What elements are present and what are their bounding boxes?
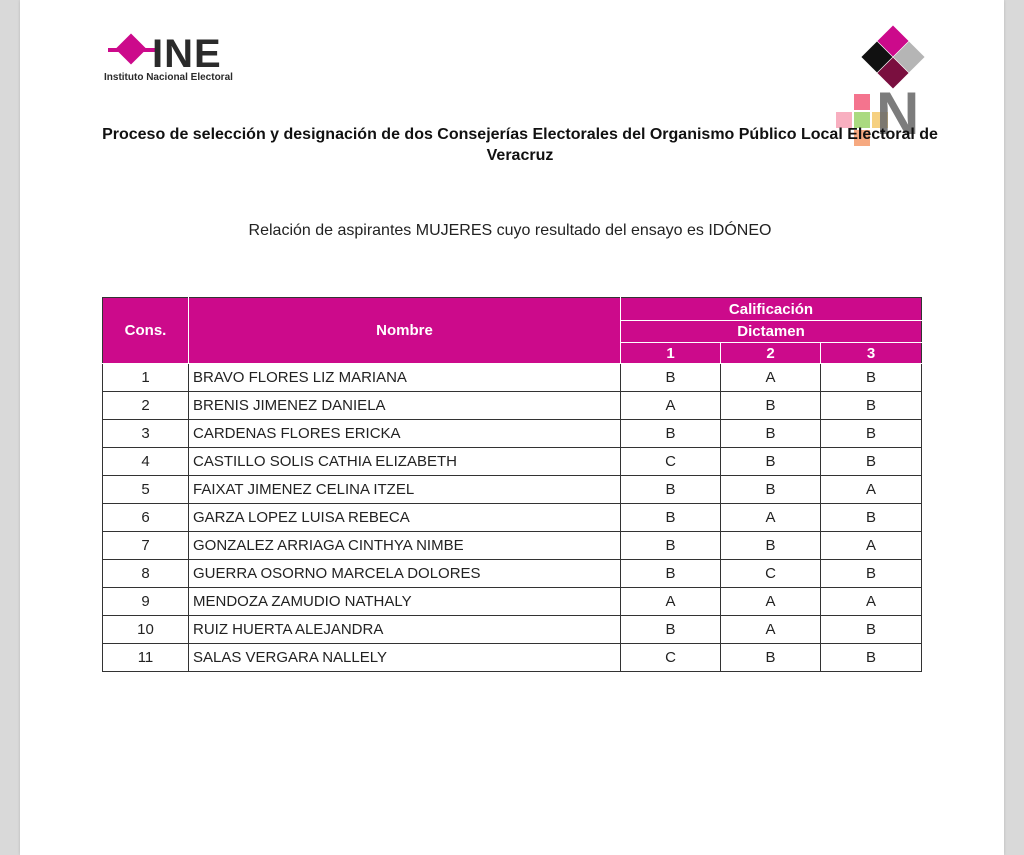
cell-dictamen-1: B bbox=[621, 616, 721, 644]
header-dictamen: Dictamen bbox=[621, 321, 922, 343]
cell-cons: 10 bbox=[103, 616, 189, 644]
cell-dictamen-3: B bbox=[821, 420, 922, 448]
cell-dictamen-3: B bbox=[821, 504, 922, 532]
cell-cons: 6 bbox=[103, 504, 189, 532]
cell-cons: 9 bbox=[103, 588, 189, 616]
cell-dictamen-1: A bbox=[621, 392, 721, 420]
cell-nombre: MENDOZA ZAMUDIO NATHALY bbox=[189, 588, 621, 616]
cell-dictamen-1: B bbox=[621, 420, 721, 448]
ine-logo-subtitle: Instituto Nacional Electoral bbox=[104, 72, 233, 83]
ine-logo bbox=[102, 34, 282, 90]
cell-cons: 1 bbox=[103, 364, 189, 392]
cell-dictamen-1: B bbox=[621, 532, 721, 560]
table-row bbox=[103, 588, 922, 616]
cell-nombre: GUERRA OSORNO MARCELA DOLORES bbox=[189, 560, 621, 588]
cell-dictamen-3: A bbox=[821, 476, 922, 504]
cell-dictamen-2: B bbox=[721, 420, 821, 448]
cell-dictamen-1: A bbox=[621, 588, 721, 616]
cell-dictamen-3: B bbox=[821, 644, 922, 672]
cell-dictamen-3: A bbox=[821, 588, 922, 616]
cell-dictamen-2: B bbox=[721, 532, 821, 560]
cell-cons: 11 bbox=[103, 644, 189, 672]
cell-nombre: SALAS VERGARA NALLELY bbox=[189, 644, 621, 672]
cell-nombre: CARDENAS FLORES ERICKA bbox=[189, 420, 621, 448]
ine-logo-text: INE bbox=[152, 32, 222, 76]
table-row bbox=[103, 644, 922, 672]
table-row bbox=[103, 420, 922, 448]
document-title: Proceso de selección y designación de dos Consejerías Electorales del Organismo Público Local Electoral de Veracruz bbox=[102, 126, 938, 164]
cell-dictamen-3: B bbox=[821, 364, 922, 392]
cell-dictamen-1: B bbox=[621, 476, 721, 504]
cell-nombre: BRENIS JIMENEZ DANIELA bbox=[189, 392, 621, 420]
cell-nombre: GONZALEZ ARRIAGA CINTHYA NIMBE bbox=[189, 532, 621, 560]
cell-dictamen-3: B bbox=[821, 392, 922, 420]
cell-dictamen-3: A bbox=[821, 532, 922, 560]
cell-dictamen-2: B bbox=[721, 448, 821, 476]
cell-nombre: CASTILLO SOLIS CATHIA ELIZABETH bbox=[189, 448, 621, 476]
table-row bbox=[103, 616, 922, 644]
table-row bbox=[103, 364, 922, 392]
results-table bbox=[102, 297, 922, 672]
cell-nombre: FAIXAT JIMENEZ CELINA ITZEL bbox=[189, 476, 621, 504]
cell-dictamen-3: B bbox=[821, 560, 922, 588]
document-subtitle: Relación de aspirantes MUJERES cuyo resultado del ensayo es IDÓNEO bbox=[248, 222, 772, 239]
document-page bbox=[20, 0, 1004, 855]
cell-dictamen-2: B bbox=[721, 392, 821, 420]
header-calificacion: Calificación bbox=[621, 298, 922, 321]
header-nombre: Nombre bbox=[189, 298, 621, 364]
watermark-letter: N bbox=[876, 80, 920, 147]
cell-dictamen-1: C bbox=[621, 448, 721, 476]
cell-nombre: RUIZ HUERTA ALEJANDRA bbox=[189, 616, 621, 644]
header-dictamen-3: 3 bbox=[821, 343, 922, 364]
header-dictamen-1: 1 bbox=[621, 343, 721, 364]
cell-dictamen-1: C bbox=[621, 644, 721, 672]
table-row bbox=[103, 504, 922, 532]
cell-dictamen-1: B bbox=[621, 504, 721, 532]
cell-dictamen-2: B bbox=[721, 644, 821, 672]
cell-cons: 4 bbox=[103, 448, 189, 476]
cell-nombre: GARZA LOPEZ LUISA REBECA bbox=[189, 504, 621, 532]
cell-dictamen-3: B bbox=[821, 616, 922, 644]
cell-dictamen-2: A bbox=[721, 504, 821, 532]
cell-dictamen-2: A bbox=[721, 364, 821, 392]
table-row bbox=[103, 532, 922, 560]
cell-cons: 7 bbox=[103, 532, 189, 560]
ine-diamond-icon bbox=[115, 33, 146, 64]
header-cons: Cons. bbox=[103, 298, 189, 364]
cell-cons: 3 bbox=[103, 420, 189, 448]
cell-cons: 8 bbox=[103, 560, 189, 588]
header-dictamen-2: 2 bbox=[721, 343, 821, 364]
cell-cons: 2 bbox=[103, 392, 189, 420]
cell-dictamen-2: A bbox=[721, 588, 821, 616]
cell-cons: 5 bbox=[103, 476, 189, 504]
table-row bbox=[103, 476, 922, 504]
cell-dictamen-1: B bbox=[621, 560, 721, 588]
table-row bbox=[103, 448, 922, 476]
cell-nombre: BRAVO FLORES LIZ MARIANA bbox=[189, 364, 621, 392]
cell-dictamen-2: B bbox=[721, 476, 821, 504]
table-row bbox=[103, 560, 922, 588]
cell-dictamen-1: B bbox=[621, 364, 721, 392]
cell-dictamen-3: B bbox=[821, 448, 922, 476]
table-row bbox=[103, 392, 922, 420]
cell-dictamen-2: A bbox=[721, 616, 821, 644]
cell-dictamen-2: C bbox=[721, 560, 821, 588]
